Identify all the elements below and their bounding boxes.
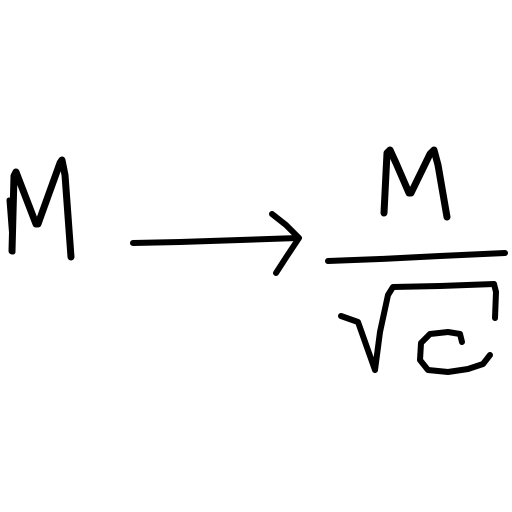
- left-letter-m: [9, 160, 71, 257]
- fraction-bar: [328, 253, 505, 261]
- numerator-letter-m: [384, 150, 447, 217]
- arrow-icon: [133, 214, 299, 273]
- radicand-letter-c: [420, 332, 490, 372]
